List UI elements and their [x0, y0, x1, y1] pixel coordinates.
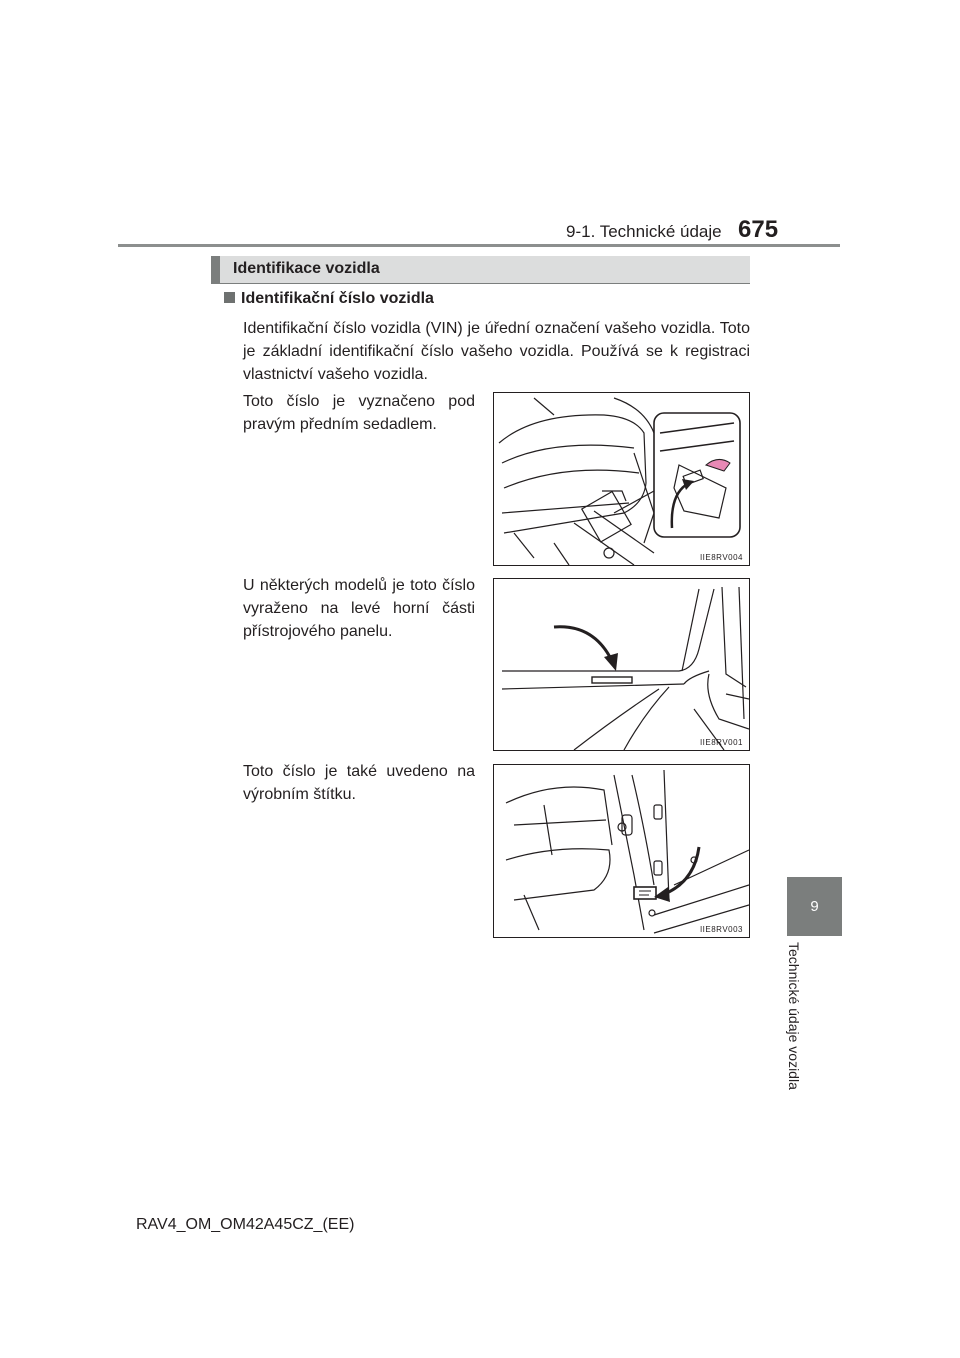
- chapter-number: 9: [810, 898, 819, 915]
- section-heading-bar: [211, 256, 750, 284]
- figure-caption-3: Toto číslo je také uvedeno na výrobním štítku.: [243, 763, 475, 803]
- figure-code-2: IIE8RV001: [699, 738, 743, 747]
- figure-code-3: IIE8RV003: [699, 925, 743, 934]
- page-number: 675: [738, 216, 779, 243]
- header-rule: [118, 244, 840, 247]
- subheading-text: Identifikační číslo vozidla: [241, 290, 434, 307]
- manufacturer-plate: [634, 887, 656, 899]
- chapter-title: Technické údaje vozidla: [786, 942, 802, 1090]
- figure-code-1: IIE8RV004: [699, 553, 743, 562]
- arrow-icon: [604, 653, 618, 671]
- running-header-section: 9-1. Technické údaje: [566, 222, 722, 241]
- figure-manufacturer-plate: [493, 764, 750, 938]
- inset-detail: [614, 413, 740, 537]
- panel-illustration: [494, 579, 749, 750]
- chapter-tab: [787, 877, 842, 936]
- figure-instrument-panel: [493, 578, 750, 751]
- chapter-title-vertical: [776, 942, 816, 1104]
- subheading: [224, 290, 434, 308]
- seat-illustration: [494, 393, 749, 565]
- door-pillar-illustration: [494, 765, 749, 937]
- vin-plate: [592, 677, 632, 683]
- square-bullet-icon: [224, 292, 235, 303]
- figure-caption-2: U některých modelů je toto číslo vyraženo na levé horní části přístrojového panelu.: [243, 577, 475, 640]
- figure-caption-1: Toto číslo je vyznačeno pod pravým předním sedadlem.: [243, 393, 475, 433]
- intro-paragraph: Identifikační číslo vozidla (VIN) je úřední označení vašeho vozidla. Toto je základní identifikační číslo vašeho vozidla. Používá se k registraci vlastnictví vašeho vozidla.: [243, 320, 750, 383]
- figure-under-seat: [493, 392, 750, 566]
- section-title: Identifikace vozidla: [233, 260, 380, 277]
- arrow-curve: [554, 627, 612, 661]
- document-code: RAV4_OM_OM42A45CZ_(EE): [136, 1216, 355, 1233]
